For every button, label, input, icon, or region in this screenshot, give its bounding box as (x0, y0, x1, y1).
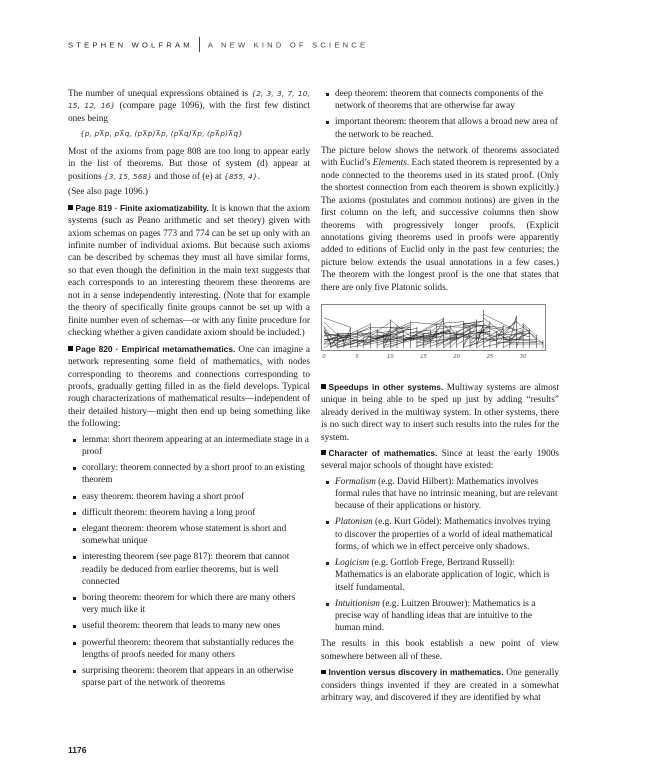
list-item: interesting theorem (see page 817): theorem that cannot readily be deduced from earlier theorems, but is well connected (68, 551, 310, 588)
paragraph-unequal-expressions: The number of unequal expressions obtained is {2, 3, 3, 7, 10, 15, 12, 16} (compare page 1096), with the first few distinct ones being (68, 89, 311, 124)
section-heading: Invention versus discovery in mathematics. (328, 667, 504, 678)
network-edge (497, 319, 517, 347)
list-item: elegant theorem: theorem whose statement is short and somewhat unique (68, 523, 310, 547)
schools-list (321, 476, 559, 634)
network-edge (324, 340, 344, 341)
running-header (68, 38, 368, 53)
x-tick-label: 15 (420, 354, 427, 361)
paragraph-see-also: (See also page 1096.) (68, 187, 149, 198)
page-number: 1176 (68, 745, 87, 755)
network-edges (324, 310, 543, 348)
section-square-icon (321, 384, 326, 389)
section-square-icon (321, 670, 326, 675)
network-edge (437, 319, 444, 333)
section-character-of-mathematics: Character of mathematics. Since at least the early 1900s several major schools of thought have existed: (321, 447, 559, 472)
list-item: useful theorem: theorem that leads to many new ones (68, 620, 310, 632)
list-item: deep theorem: theorem that connects components of the network of theorems that are otherwise far away (321, 88, 559, 112)
x-tick-label: 0 (322, 354, 326, 361)
x-tick-label: 30 (519, 354, 527, 361)
chart-frame (322, 305, 546, 351)
section-invention-vs-discovery: Invention versus discovery in mathematics. One generally considers things invented if they are created in a somewhat arbitrary way, and discovered if they are identified by what (321, 667, 559, 704)
theorem-types-list-continued (321, 88, 559, 141)
network-edge (443, 322, 463, 323)
list-item: lemma: short theorem appearing at an intermediate stage in a proof (68, 434, 310, 458)
list-item: Platonism (e.g. Kurt Gödel): Mathematics involves trying to discover the properties of a world of ideal mathematical forms, of which we in effect perceive only shadows. (321, 516, 559, 553)
network-edge (324, 344, 331, 348)
section-square-icon (68, 205, 73, 210)
left-column (68, 88, 310, 693)
section-square-icon (68, 346, 73, 351)
euclid-theorem-network-figure (321, 304, 559, 366)
sequence-values: {2, 3, 3, 7, 10, 15, 12, 16} (68, 89, 310, 111)
x-axis-ticks (322, 354, 527, 360)
x-tick-label: 25 (486, 354, 494, 361)
x-tick-label: 20 (453, 354, 461, 361)
header-divider (199, 37, 200, 52)
section-empirical-metamathematics: Page 820 · Empirical metamathematics. One can imagine a network representing some field of mathematics, with nodes corresponding to theorems and connections corresponding to proofs, gradually getting filled in as the field develops. Typical rough characterizations of mathematical results—independent of their detailed history—might then end up being something like the following: (68, 343, 311, 430)
list-item: easy theorem: theorem having a short proof (68, 491, 310, 503)
network-edge (324, 331, 331, 345)
list-item: Formalism (e.g. David Hilbert): Mathematics involves formal rules that have no intrinsic meaning, but are relevant because of their applications or history. (321, 476, 559, 513)
list-item: corollary: theorem connected by a short proof to an existing theorem (68, 462, 310, 486)
network-chart (321, 304, 546, 362)
paragraph-euclid-network: The picture below shows the network of theorems associated with Euclid’s Elements. Each stated theorem is represented by a node connected to the theorems used in its stated proof. (Only the shortest connection from each theorem is shown explicitly.) The axioms (postulates and common notions) are given in the first column on the left, and successive columns then show theorems with progressively longer proofs. (Explicit annotations giving theorems used in proofs were apparently added to editions of Euclid only in the past few centuries; the picture below extends the usual annotations in a few cases.) The theorem with the longest proof is the one that states that there are only five Platonic solids. (321, 145, 559, 293)
x-tick-label: 10 (387, 354, 394, 361)
list-item: Logicism (e.g. Gottlob Frege, Bertrand Russell): Mathematics is an elaborate application of logic, which is itself fundamental. (321, 557, 559, 594)
network-edge (523, 336, 530, 337)
section-speedups: Speedups in other systems. Multiway systems are almost unique in being able to be sped up just by adding “results” already derived in the multiway system. In other systems, there is no such direct way to insert such results into the rules for the system. (321, 381, 559, 443)
section-heading: Page 820 · Empirical metamathematics. (75, 343, 236, 354)
theorem-types-list (68, 434, 310, 690)
section-finite-axiomatizability: Page 819 · Finite axiomatizability. It is known that the axiom systems (such as Peano arithmetic and set theory) given with axiom schemas on pages 773 and 774 can be set up only with an infinite number of individual axioms. But because such axioms can be described by schemas they must all have similar forms, so that even though the definition in the main text suggests that each corresponds to an interesting theorem these theorems are not in a sense independently interesting. (Note that for example the theory of specifically finite groups cannot be set up with a finite number even of schemas—or with any finite procedure for checking whether a given candidate axiom should be included.) (68, 202, 310, 339)
network-edge (430, 327, 437, 332)
paragraph-axiom-positions: Most of the axioms from page 808 are too long to appear early in the list of theorems. But those of system (d) appear at positions {3, 15, 568} and those of (e) at {855, 4}. (68, 146, 310, 182)
header-author: STEPHEN WOLFRAM (68, 40, 193, 50)
header-book-title: A NEW KIND OF SCIENCE (207, 40, 369, 50)
list-item: surprising theorem: theorem that appears in an otherwise sparse part of the network of theorems (68, 665, 310, 689)
section-heading: Character of mathematics. (328, 447, 438, 458)
paragraph-new-point-of-view: The results in this book establish a new point of view somewhere between all of these. (321, 639, 559, 662)
list-item: powerful theorem: theorem that substantially reduces the lengths of proofs needed for many others (68, 637, 310, 661)
list-item: Intuitionism (e.g. Luitzen Brouwer): Mathematics is a precise way of handling ideas that are intuitive to the human mind. (321, 598, 559, 635)
list-item: boring theorem: theorem for which there are many others very much like it (68, 592, 310, 616)
list-item: difficult theorem: theorem having a long proof (68, 507, 310, 519)
x-tick-label: 5 (355, 354, 359, 361)
formula-distinct-expressions: {p, p⊼p, p⊼q, (p⊼p)⊼p, (p⊼q)⊼p, (p⊼p)⊼q} (80, 129, 244, 139)
right-column (321, 88, 559, 708)
list-item: important theorem: theorem that allows a broad new area of the network to be reached. (321, 116, 559, 140)
section-heading: Page 819 · Finite axiomatizability. (75, 202, 209, 213)
section-square-icon (321, 450, 326, 455)
network-edge (377, 325, 410, 339)
section-heading: Speedups in other systems. (328, 381, 444, 392)
